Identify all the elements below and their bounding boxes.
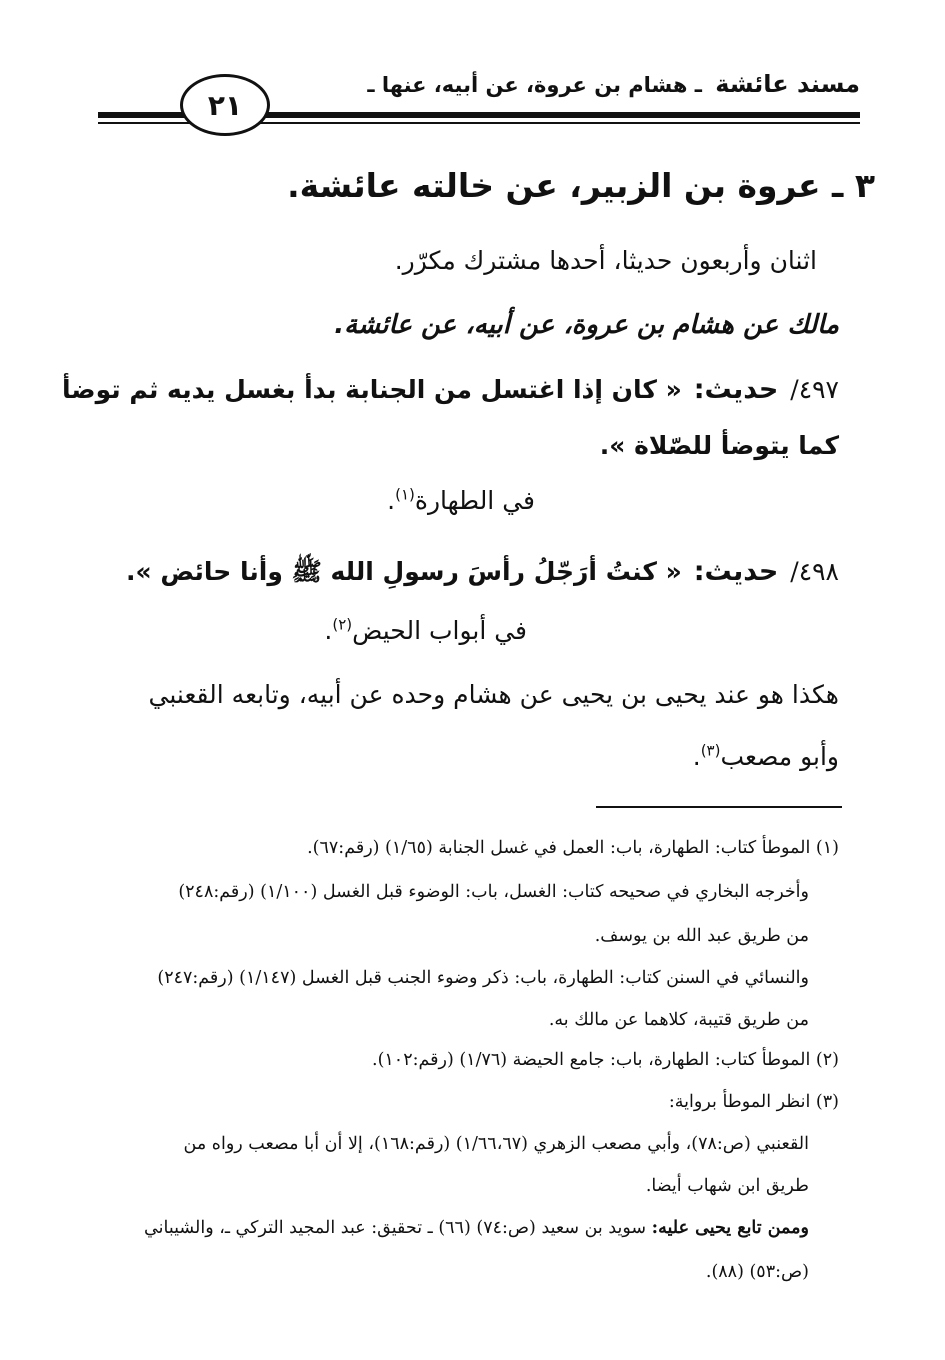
- hadith-498: [126, 556, 839, 593]
- commentary-line: وأبو مصعب$^{(٣)}$.: [692, 741, 839, 771]
- footnote-text: سويد بن سعيد (ص:٧٤) (٦٦) ـ تحقيق: عبد المجيد التركي ـ، والشيباني: [144, 1218, 647, 1238]
- hadith-label: حديث:: [693, 374, 779, 405]
- footnote-separator: [596, 806, 842, 808]
- footnote-line: (٢) الموطأ كتاب: الطهارة، باب: جامع الحيضة (١/٧٦) (رقم:١٠٢).: [372, 1050, 839, 1070]
- section-title: ـ هشام بن عروة، عن أبيه، عنها ـ: [367, 73, 702, 97]
- footnote-line: القعنبي (ص:٧٨)، وأبي مصعب الزهري (١/٦٦،٦٧) (رقم:١٦٨)، إلا أن أبا مصعب رواه من: [183, 1134, 809, 1154]
- source-text: في أبواب الحيض: [352, 616, 527, 645]
- isnad-chain: مالك عن هشام بن عروة، عن أبيه، عن عائشة.: [334, 310, 839, 340]
- hadith-number: ٤٩٨/: [790, 557, 839, 586]
- commentary-text: وأبو مصعب: [720, 742, 839, 771]
- footnote-line: (ص:٥٣) (٨٨).: [705, 1262, 809, 1282]
- footnote-line: من طريق قتيبة، كلاهما عن مالك به.: [548, 1010, 809, 1030]
- hadith-text-continued: كما يتوضأ للصّلاة ».: [599, 431, 839, 460]
- footnote-line: (٣) انظر الموطأ برواية:: [668, 1092, 839, 1112]
- hadith-text: « كان إذا اغتسل من الجنابة بدأ بغسل يديه ثم توضأ: [62, 375, 682, 404]
- footnote-line: وأخرجه البخاري في صحيحه كتاب: الغسل، باب: الوضوء قبل الغسل (١/١٠٠) (رقم:٢٤٨): [178, 882, 809, 902]
- hadith-497: [62, 374, 839, 405]
- hadith-source: في الطهارة$^{(١)}$.: [387, 485, 535, 515]
- hadith-text: « كنتُ أرَجّلُ رأسَ رسولِ الله ﷺ وأنا حائض ».: [126, 557, 682, 586]
- hadith-source: في أبواب الحيض$^{(٢)}$.: [324, 615, 527, 645]
- intro-line: اثنان وأربعون حديثا، أحدها مشترك مكرّر.: [394, 246, 817, 275]
- page-number-text: ٢١: [207, 88, 243, 122]
- hadith-label: حديث:: [693, 556, 779, 587]
- page-number: [180, 74, 270, 136]
- footnote-ref: (١): [395, 485, 415, 504]
- footnote-line: طريق ابن شهاب أيضا.: [645, 1176, 809, 1196]
- footnote-bold-prefix: وممن تابع يحيى عليه:: [651, 1218, 809, 1238]
- footnote-line: والنسائي في السنن كتاب: الطهارة، باب: ذكر وضوء الجنب قبل الغسل (١/١٤٧) (رقم:٢٤٧): [157, 968, 809, 988]
- footnote-ref: (٢): [332, 615, 353, 634]
- running-head: [367, 70, 860, 98]
- footnote-ref: (٣): [700, 741, 721, 760]
- footnote-line: (١) الموطأ كتاب: الطهارة، باب: العمل في غسل الجنابة (١/٦٥) (رقم:٦٧).: [307, 838, 839, 858]
- footnote-line: [144, 1218, 809, 1238]
- book-title: مسند عائشة: [715, 70, 860, 98]
- commentary-line: هكذا هو عند يحيى بن يحيى عن هشام وحده عن أبيه، وتابعه القعنبي: [148, 680, 839, 709]
- hadith-number: ٤٩٧/: [790, 375, 839, 404]
- source-text: في الطهارة: [414, 486, 535, 515]
- chapter-title: ٣ ـ عروة بن الزبير، عن خالته عائشة.: [287, 166, 875, 205]
- footnote-line: من طريق عبد الله بن يوسف.: [594, 926, 809, 946]
